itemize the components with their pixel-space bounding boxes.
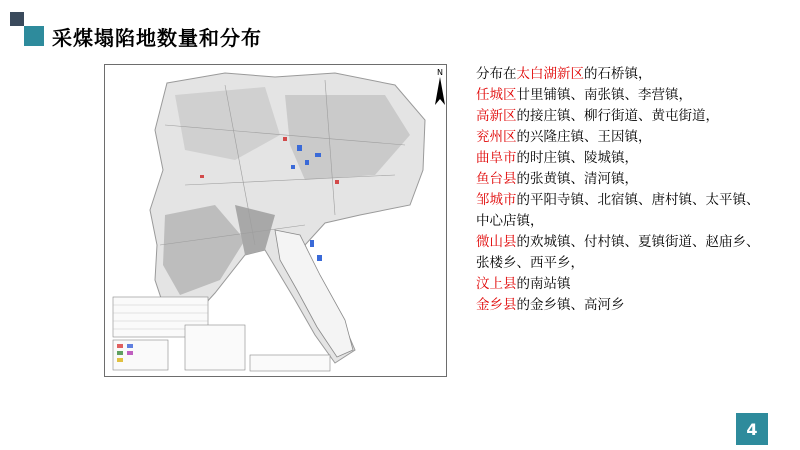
north-arrow-icon: [435, 68, 445, 105]
distribution-text: [476, 64, 766, 316]
map-legend: [113, 297, 330, 371]
distribution-line-4: 曲阜市的时庄镇、陵城镇，: [476, 150, 638, 166]
title-decoration-dark-square: [10, 12, 24, 26]
distribution-line-2: 高新区的接庄镇、柳行街道、黄屯街道，: [476, 108, 719, 124]
distribution-line-5: 鱼台县的张黄镇、清河镇，: [476, 171, 638, 187]
subsidence-map: [104, 64, 447, 377]
svg-text:N: N: [437, 68, 443, 77]
distribution-line-6: 邹城市的平阳寺镇、北宿镇、唐村镇、太平镇、中心店镇，: [476, 192, 760, 229]
distribution-line-3: 兖州区的兴隆庄镇、王因镇，: [476, 129, 652, 145]
title-decoration-teal-square: [24, 26, 44, 46]
map-illustration: [105, 65, 448, 378]
page-number-badge: 4: [736, 413, 768, 445]
slide-title: 采煤塌陷地数量和分布: [52, 26, 262, 50]
distribution-line-8: 汶上县的南站镇: [476, 276, 571, 292]
distribution-line-1: 任城区廿里铺镇、南张镇、李营镇，: [476, 87, 692, 103]
distribution-line-9: 金乡县的金乡镇、高河乡: [476, 297, 625, 313]
distribution-line-0: 分布在太白湖新区的石桥镇，: [476, 66, 652, 82]
distribution-line-7: 微山县的欢城镇、付村镇、夏镇街道、赵庙乡、张楼乡、西平乡，: [476, 234, 760, 271]
